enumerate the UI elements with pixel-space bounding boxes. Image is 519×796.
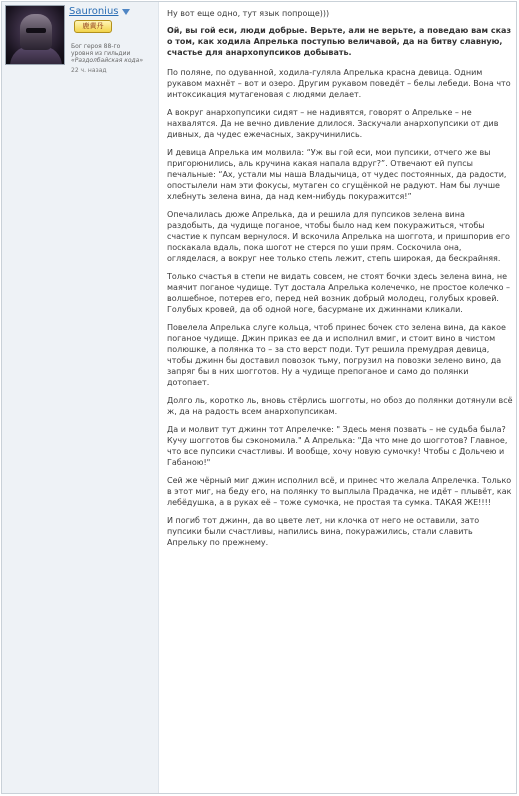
avatar-visor (26, 28, 46, 33)
post-paragraph: По поляне, по одуванной, ходила-гуляла Апрелька красна девица. Одним рукавом махнёт – вот и озеро. Другим рукавом поведёт – белы лебеди. Вона что интоксикация мутагеновая с людями делает. (167, 68, 511, 99)
post-paragraph: А вокруг анархопупсики сидят – не надивятся, говорят о Апрельке – не нахвалятся. Да не вечно дивление длилося. Заскучали анархопупсики от див дивных, да чудес ежечасных, закручинились. (167, 108, 499, 139)
author-username-link[interactable]: Sauronius (69, 6, 119, 17)
rank-line-2: уровня из гильдии (71, 50, 131, 57)
author-sidebar (2, 2, 159, 793)
guild-name[interactable]: «Раздолбайская кода» (71, 57, 144, 64)
post-body (167, 8, 513, 555)
post-paragraph: И погиб тот джинн, да во цвете лет, ни клочка от него не оставили, зато пупсики были счастливы, напились вина, покуражились, стали славить Апрельку по прежнему. (167, 516, 480, 547)
avatar[interactable] (5, 5, 65, 65)
author-rank (71, 43, 155, 64)
rank-line-1: Бог героя 88-го (71, 43, 121, 50)
post-paragraph: Повелела Апрелька слуге кольца, чтоб принес бочек сто зелена вина, да какое поганое чудище. Джин приказ ее да и исполнил вмиг, и стоит вино в чистом полюшке, а полянка то – за сто верст поди. Тут решила премудрая девица, чтобы джинн бы доставил повозок тьму, погрузил на повозки зелено вино, да запряг бы в них шогготов. Ну а чудище препоганое и само до полянки дотопает. (167, 323, 506, 387)
post-paragraph: Долго ль, коротко ль, вновь стёрлись шогготы, но обоз до полянки дотянули всё ж, да на радость всем анархопупсикам. (167, 396, 513, 416)
post-paragraph: Да и молвит тут джинн тот Апрелечке: " Здесь меня позвать – не судьба была? Кучу шогготов бы сэкономила." А Апрелька: "Да что мне до шогготов? Главное, что все пупсики счастливы. И вообще, хочу новую сумочку! Чтобы с Дольчею и Габаною!" (167, 425, 508, 467)
post-paragraph: Только счастья в степи не видать совсем, не стоят бочки здесь зелена вина, не маячит поганое чудище. Тут достала Апрелька колечечко, не простое колечко – волшебное, потерев его, перед ней возник добрый молодец, голубых кровей. Голубых кровей, да об одной ноге, басурмане их джиннами кликали. (167, 272, 511, 314)
post-paragraph: И девица Апрелька им молвила: “Уж вы гой еси, мои пупсики, отчего же вы пригорюнились, аль кручина какая напала вдруг?”. Отвечают ей пупсы печальные: “Ах, устали мы наша Владычица, от чудес постоянных, да радости, опостылели нам эти фокусы, мутаген со сгущёнкой не радуют. Нам бы лучше хлебнуть зелена вина, да над кем-нибудь покуражится!” (167, 148, 507, 201)
author-name-row (69, 6, 130, 17)
post-paragraph: Опечалилась дюже Апрелька, да и решила для пупсиков зелена вина раздобыть, да чудище поганое, чтобы было над кем покуражиться, чтобы счастие к пупсам вернулося. И вскочила Апрелька на шоггота, и пришпорив его поскакала вдаль, пока шогот не стерся по уши прям. Соскочила она, огляделася, а вокруг нее только степь лежит, степь широкая, да бескрайняя. (167, 210, 510, 263)
post-paragraph: Сей же чёрный миг джин исполнил всё, и принес что желала Апрелечка. Только в этот миг, на беду его, на полянку то выплыла Прадачка, не идёт – плывёт, как лебёдушка, а в руках её – тоже сумочка, не простая та сумка. ТАКАЯ ЖЕ!!!! (167, 476, 512, 507)
post-timestamp: 22 ч. назад (71, 67, 107, 74)
post-paragraph-bold: Ой, вы гой еси, люди добрые. Верьте, али не верьте, а поведаю вам сказ о том, как ходила Апрелька поступью величавой, да на битву славную, счастье для анархопупсиков добывать. (167, 26, 512, 57)
post-paragraph: Ну вот еще одно, тут язык попроще))) (167, 9, 330, 18)
chevron-down-icon[interactable] (122, 9, 130, 15)
forum-post (1, 1, 517, 794)
guild-badge: 鹿黄丹 (74, 20, 112, 33)
